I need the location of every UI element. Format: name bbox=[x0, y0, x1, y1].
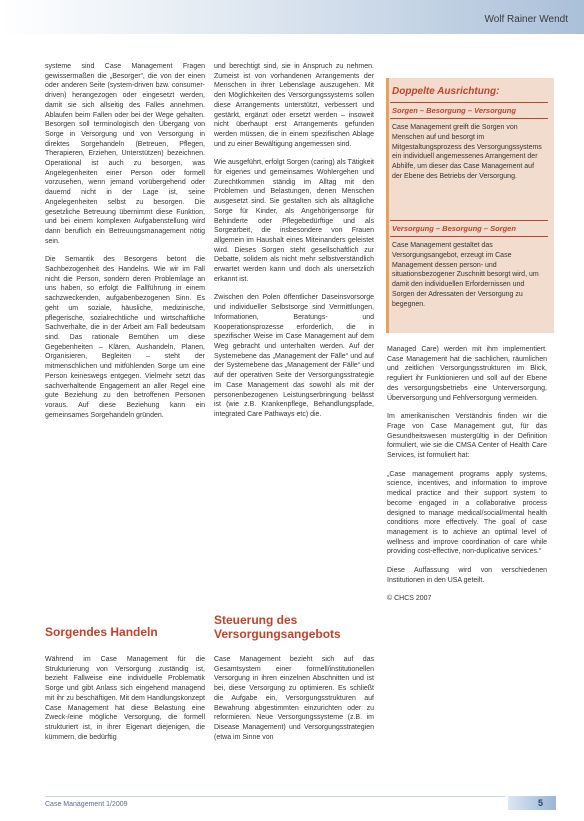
col1-paragraph-2: Die Semantik des Besorgens betont die Sachbezogenheit des Handelns. Wie wir im Fall nicht die Person, sondern deren Problemlage an uns haben, so erfolgt die Fallführung in einem sachzweckenden, aufgabenbezogenen Sinn. Es geht um soziale, häusliche, medizinische, pflegerische, sozialrechtliche und wirtschaftliche Sachverhalte, die in der Arbeit am Fall bedeutsam sind. Das rationale Bemühen um diese Gegebenheiten – Klären, Aushandeln, Planen, Organisieren, Begleiten – steht der mitmenschlichen und mitfühlenden Sorge um eine Person keineswegs entgegen. Vielmehr setzt das sachverhaltende Engagement an aller Regel eine gute Beziehung zu den betroffenen Personen voraus. Auf diese Beziehung kann ein gemeinsames Sorgehandeln gründen. bbox=[45, 256, 205, 419]
footer-bar bbox=[508, 796, 556, 810]
box-rule-1 bbox=[390, 102, 548, 103]
header-author: Wolf Rainer Wendt bbox=[484, 14, 568, 25]
footer-rule bbox=[45, 796, 505, 797]
col3-paragraph-1: Managed Care) werden mit ihm implementiert. Case Management hat die sachlichen, räumlichen und zeitlichen Versorgungsstrukturen im Blick, reguliert ihr Funktionieren und soll auf der Ebene des versorgungsbetriebs eine Unterversorgung, Überversorgung und Fehlversorgung vermeiden. bbox=[387, 346, 547, 402]
footer-journal: Case Management 1/2009 bbox=[45, 801, 128, 808]
col3-credit: © CHCS 2007 bbox=[387, 595, 432, 603]
column-1 bbox=[45, 62, 205, 429]
box-rule-4 bbox=[390, 236, 548, 237]
col2-paragraph-3: Zwischen den Polen öffentlicher Daseinsvorsorge und individueller Selbstsorge sind Vermittlungen, Informationen, Beratungs- und Kooperationsprozesse erforderlich, die in spezifischer Weise im Case Management auf dem Weg gebracht und unterhalten werden. Auf der Systemebene das „Management der Fälle“ und auf der Systemebene das „Management der Fälle“ und auf der operativen Seite der Versorgungsstrategie im Case Management das sowohl als mit der personenbezogenen Leistungserbringung belässt ist (wie z.B. Krankenpflege, Behandlungspfade, integrated Care Pathways etc) die. bbox=[214, 294, 374, 418]
box-rule-3 bbox=[390, 220, 548, 221]
col2-paragraph-1: und berechtigt sind, sie in Anspruch zu nehmen. Zumeist ist von vorhandenen Arrangements der Menschen in ihrer Lebenslage auszugehen. Mit den Möglichkeiten des Versorgungssystems sollen diese Arrangements unterstützt, verbessert und gestärkt, ergänzt oder ersetzt werden – insoweit nicht überhaupt erst Arrangements gefunden werden müssen, die in einem spezifischen Ablage und zu einer Bewältigung angemessen sind. bbox=[214, 63, 374, 148]
col2-paragraph-4: Case Management bezieht sich auf das Gesamtsystem einer formell/institutionellen Versorgung in ihren einzelnen Abschnitten und ist bei, diese Versorgung zu optimieren. Es schließt die Aufgabe ein, Versorgungsstrukturen auf Bewahrung abgestimmten einzurichten oder zu reformieren. Neue Versorgungssysteme (z.B. im Disease Management) und Versorgungsstrategien (etwa im Sinne von bbox=[214, 656, 374, 741]
column-2 bbox=[214, 62, 374, 429]
col3-paragraph-2: Im amerikanischen Verständnis finden wir die Frage von Case Management gut, für das Gesundheitswesen mustergültig in der Definition formuliert, wie sie die CMSA Center of Health Care Services, ist formuliert hat: bbox=[387, 413, 547, 460]
box-rule-2 bbox=[390, 118, 548, 119]
box-subtitle-1: Sorgen – Besorgung – Versorgung bbox=[392, 106, 516, 115]
column-3 bbox=[387, 345, 547, 613]
heading-sorgendes-handeln: Sorgendes Handeln bbox=[45, 625, 158, 639]
col1-paragraph-1: systeme sind Case Management Fragen gewissermaßen die „Besorger“, die von der einen oder anderen Seite (system-driven bzw. consumer-driven) herangezogen oder eingesetzt werden, damit sie sich allseitig des Falles annehmen. Ablaufen beim Fallen oder bei der Wege gehalten. Besorgen soll terminologisch den Übergang von Sorge in Versorgung und von Versorgung in direktes Sorgehandeln (Betreuen, Pflegen, Therapieren, Erziehen, Unterstützen) bezeichnen. Operational ist auch zu besorgen, was Angelegenheiten einer Person oder formell vorzusehen, wenn jemand vorübergehend oder dauernd nicht in der Lage ist, seine Angelegenheiten selbst zu besorgen. Die gesetzliche Betreuung übernimmt diese Funktion, und bei einem komplexen Aufgabenstellung wird dann beruflich ein Betreuungsmanagement nötig sein. bbox=[45, 63, 205, 245]
col3-paragraph-3: „Case management programs apply systems, science, incentives, and information to improve medical practice and their support system to become engaged in a collaborative process designed to manage medical/social/mental health conditions more effectively. The goal of case management is to achieve an optimal level of wellness and improve coordination of care while providing cost-effective, non-duplicative services.“ bbox=[387, 470, 547, 556]
col3-paragraph-4: Diese Auffassung wird von verschiedenen Institutionen in den USA geteilt. bbox=[387, 567, 547, 584]
box-title: Doppelte Ausrichtung: bbox=[392, 86, 500, 97]
box-text-1: Case Management greift die Sorgen von Menschen auf und besorgt im Mitgestaltungsprozess des Versorgungssystems ein individuell angemessenes Arrangement der Abhilfe, um dieser das Case Management auf der Ebene des Betriebs der Versorgung. bbox=[392, 124, 542, 180]
box-text-2: Case Management gestaltet das Versorgungsangebot, erzeugt im Case Management dessen person- und situationsbezogener Zuschnitt besorgt wird, um damit den individuellen Erfordernissen und Sorgen der Adressaten der Versorgung zu begegnen. bbox=[392, 242, 539, 308]
box-subtitle-2: Versorgung – Besorgung – Sorgen bbox=[392, 224, 516, 233]
heading-steuerung-line-1: Steuerung des bbox=[214, 613, 298, 627]
col2-paragraph-2: Wie ausgeführt, erfolgt Sorgen (caring) als Tätigkeit für eigenes und gemeinsames Wohlergehen und Zurechtkommen ständig im Alltag mit den Problemen und Belastungen, denen Menschen ausgesetzt sind. Sie gestalten sich als alltägliche Sorge für Kinder, als Angehörigensorge für Behinderte oder Pflegebedürftige und als Sorgearbeit, die insbesondere von Frauen allgemein im Haushalt eines Miteinanders geleistet wird. Dieses Sorgen steht gesellschaftlich zur Debatte, solidem als nicht mehr selbstverständlich erwartet werden kann und doch als unersetzlich erkannt ist. bbox=[214, 159, 374, 283]
heading-steuerung-line-2: Versorgungsangebots bbox=[214, 627, 341, 641]
heading-steuerung bbox=[214, 613, 341, 641]
page-number: 5 bbox=[538, 798, 544, 808]
col1-paragraph-3: Während im Case Management für die Strukturierung von Versorgung zuständig ist, bezieht Fallweise eine individuelle Problematik Sorge und gibt Anlass sich eingehend managend mit ihr zu beschäftigen. Mit dem Handlungskonzept Case Management hat diese Belastung eine Zweck-/eine mögliche Versorgung, die formell strukturiert ist, in ihrer Eigenart diejenigen, die kümmern, die bedürftig bbox=[45, 656, 205, 741]
